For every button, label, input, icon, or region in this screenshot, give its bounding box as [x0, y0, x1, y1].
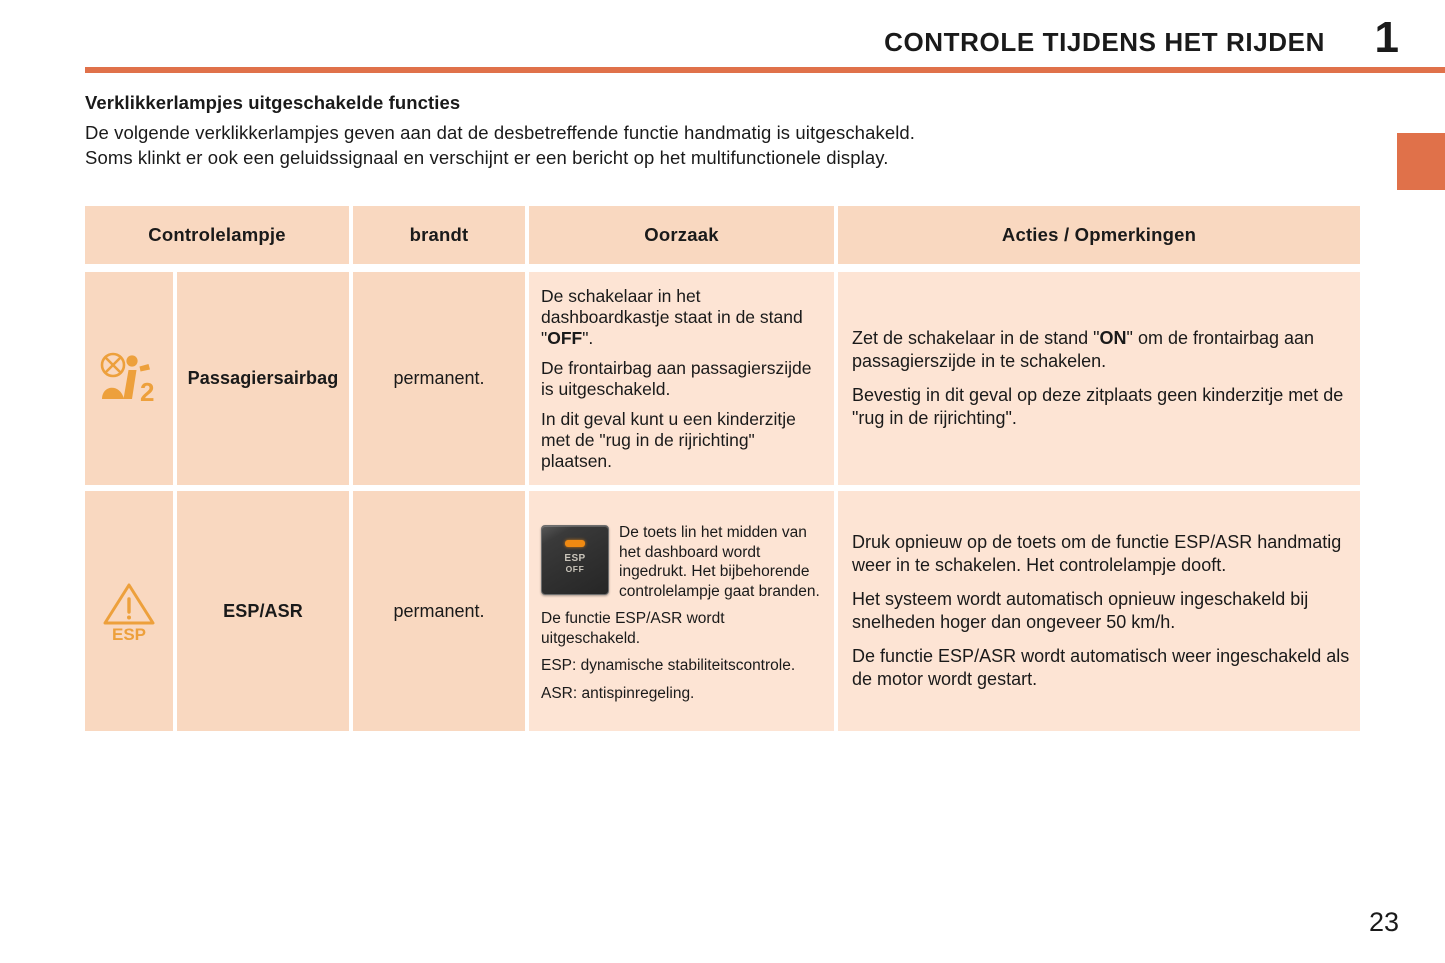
cell-icon-passenger-airbag — [85, 272, 173, 485]
cell-icon-esp — [85, 491, 173, 731]
page-header — [0, 0, 1445, 72]
intro-line-1: De volgende verklikkerlampjes geven aan dat de desbetreffende functie handmatig is uitgeschakeld. — [85, 122, 916, 143]
table-row — [85, 491, 1360, 731]
chapter-side-tab — [1397, 133, 1445, 190]
table-header-row — [85, 206, 1360, 264]
cause-paragraph: In dit geval kunt u een kinderzitje met de "rug in de rijrichting" plaatsen. — [541, 408, 796, 471]
action-paragraph: Druk opnieuw op de toets om de functie ESP/ASR handmatig weer in te schakelen. Het controlelampje dooft. — [852, 532, 1342, 575]
action-paragraph: Zet de schakelaar in de stand "ON" om de frontairbag aan passagierszijde in te schakelen. — [852, 328, 1315, 371]
esp-button-label-line2: OFF — [565, 564, 585, 574]
esp-button-label — [542, 553, 608, 575]
chapter-number: 1 — [1374, 13, 1399, 62]
intro-heading: Verklikkerlampjes uitgeschakelde functies — [85, 92, 461, 113]
page-title: CONTROLE TIJDENS HET RIJDEN — [884, 27, 1325, 57]
cell-brandt: permanent. — [353, 491, 525, 731]
cell-brandt: permanent. — [353, 272, 525, 485]
passenger-airbag-off-icon — [98, 351, 160, 407]
esp-button-led-icon — [565, 540, 585, 547]
cause-paragraph: De toets lin het midden van het dashboard wordt ingedrukt. Het bijbehorende controlelampje gaat branden. — [619, 524, 820, 600]
action-paragraph: Bevestig in dit geval op deze zitplaats geen kinderzitje met de "rug in de rijrichting". — [852, 385, 1344, 428]
intro-block — [85, 92, 1185, 170]
svg-text:ESP: ESP — [111, 625, 147, 643]
esp-button-label-line1: ESP — [564, 553, 586, 564]
column-header-oorzaak: Oorzaak — [529, 206, 834, 264]
warning-lamps-table — [85, 206, 1360, 737]
cause-paragraph: De schakelaar in het dashboardkastje staat in de stand "OFF". — [541, 285, 803, 348]
cell-acties — [838, 491, 1360, 731]
column-header-controlelampje: Controlelampje — [85, 206, 349, 264]
cause-paragraph: ESP: dynamische stabiliteitscontrole. — [541, 657, 796, 674]
cause-paragraph: De functie ESP/ASR wordt uitgeschakeld. — [541, 610, 725, 647]
esp-warning-triangle-icon — [101, 579, 157, 643]
cell-acties — [838, 272, 1360, 485]
action-paragraph: Het systeem wordt automatisch opnieuw ingeschakeld bij snelheden hoger dan ongeveer 50 km/h. — [852, 589, 1309, 632]
header-divider-rule — [85, 67, 1445, 73]
cell-oorzaak — [529, 491, 834, 731]
cause-paragraph: De frontairbag aan passagierszijde is uitgeschakeld. — [541, 357, 812, 399]
page-number: 23 — [1368, 907, 1399, 937]
cause-with-button-image — [541, 523, 824, 601]
column-header-acties: Acties / Opmerkingen — [838, 206, 1360, 264]
column-header-brandt: brandt — [353, 206, 525, 264]
cell-lamp-name: ESP/ASR — [177, 491, 349, 731]
svg-text:2: 2 — [140, 376, 155, 407]
table-row — [85, 272, 1360, 485]
cause-paragraph: ASR: antispinregeling. — [541, 684, 695, 702]
esp-off-dashboard-button — [541, 525, 609, 595]
cell-oorzaak — [529, 272, 834, 485]
intro-line-2: Soms klinkt er ook een geluidssignaal en verschijnt er een bericht op het multifunctionele display. — [85, 147, 889, 168]
cell-lamp-name: Passagiersairbag — [177, 272, 349, 485]
action-paragraph: De functie ESP/ASR wordt automatisch weer ingeschakeld als de motor wordt gestart. — [852, 646, 1350, 689]
